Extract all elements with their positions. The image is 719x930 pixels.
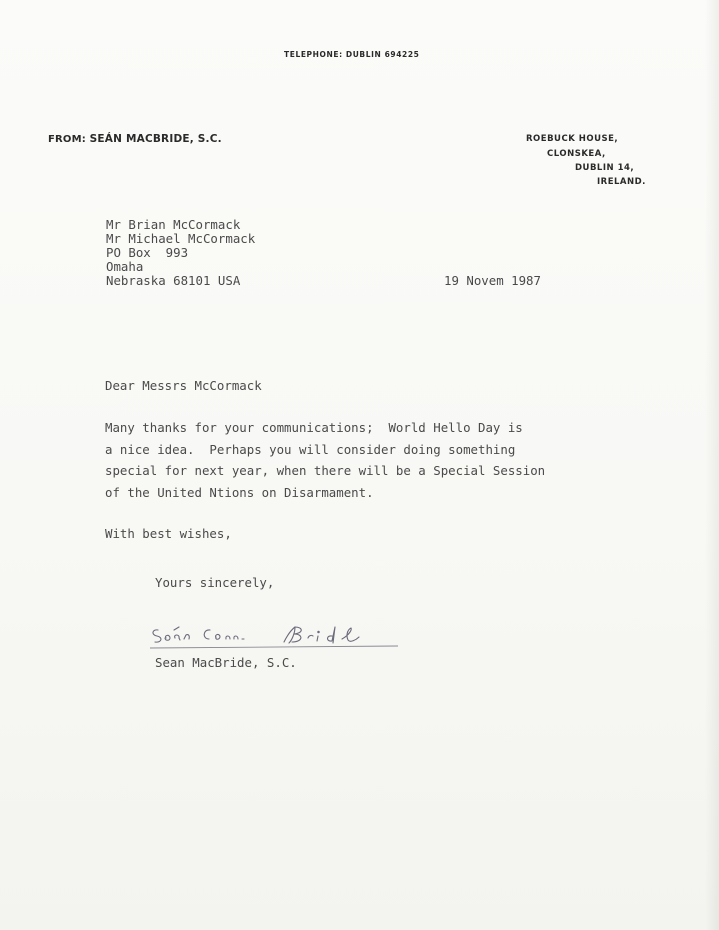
sign-off: Yours sincerely, (155, 575, 275, 590)
from-label: FROM: (48, 134, 86, 145)
letterhead-address (526, 134, 650, 190)
body-line: Many thanks for your communications; World Hello Day is (105, 420, 523, 435)
address-line: CLONSKEA, (547, 149, 606, 159)
recipient-line: Mr Brian McCormack (106, 217, 241, 232)
recipient-line: PO Box 993 (106, 245, 189, 260)
recipient-line: Nebraska 68101 USA (106, 273, 241, 288)
salutation: Dear Messrs McCormack (105, 378, 262, 393)
body-line: a nice idea. Perhaps you will consider doing something (105, 442, 516, 457)
typed-signature-name: Sean MacBride, S.C. (155, 655, 297, 670)
handwritten-signature (146, 618, 406, 654)
recipient-line: Omaha (106, 259, 144, 274)
address-line: IRELAND. (597, 177, 646, 187)
recipient-line: Mr Michael McCormack (106, 231, 256, 246)
letter-date: 19 Novem 1987 (444, 273, 541, 288)
letterhead-telephone: TELEPHONE: DUBLIN 694225 (284, 50, 420, 59)
from-name: SEÁN MACBRIDE, S.C. (89, 133, 222, 145)
address-line: ROEBUCK HOUSE, (526, 134, 619, 144)
address-line: DUBLIN 14, (575, 163, 635, 173)
body-line: of the United Ntions on Disarmament. (105, 485, 374, 500)
letterhead-from (48, 133, 222, 145)
closing-line: With best wishes, (105, 526, 232, 541)
body-line: special for next year, when there will be a Special Session (105, 463, 546, 478)
paper-edge-shadow (705, 0, 719, 930)
